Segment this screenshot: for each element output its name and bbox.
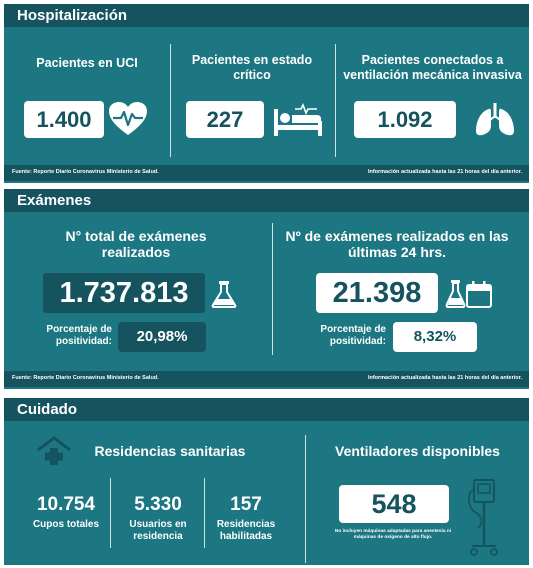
stat-value-usuarios: 5.330 [134,494,182,515]
flask-icon [211,280,237,308]
update-note: Información actualizada hasta las 21 horas del día anterior. [367,375,522,381]
uci-value: 1.400 [24,101,104,138]
examenes-header [4,189,529,212]
house-cross-icon [36,436,72,466]
stat-label-cupos: Cupos totales [32,519,100,530]
source-note: Fuente: Reporte Diario Coronavirus Ministerio de Salud. [12,169,159,175]
cuidado-title: Cuidado [17,401,77,418]
lungs-icon [475,103,515,137]
ventilators-value: 548 [339,485,449,523]
update-note: Información actualizada hasta las 21 horas del día anterior. [367,169,522,175]
ventilator-icon [466,478,500,558]
total-positivity-label: Porcentaje de positividad: [46,324,112,347]
stat-label-residencias: Residencias habilitadas [216,519,276,542]
heart-pulse-icon [108,101,148,137]
hospitalizacion-panel [4,4,529,183]
daily-exams-label: Nº de exámenes realizados en las últimas 24 hrs. [285,228,509,260]
flask-calendar-icon [445,279,493,309]
stat-value-cupos: 10.754 [36,494,96,515]
ventilated-value: 1.092 [354,101,456,138]
cuidado-header [4,398,529,421]
stat-value-residencias: 157 [230,494,262,515]
examenes-title: Exámenes [17,192,92,209]
examenes-footer [4,371,529,387]
daily-positivity-label: Porcentaje de positividad: [320,324,386,347]
ventilators-title: Ventiladores disponibles [335,443,500,459]
divider [272,223,273,355]
critical-label: Pacientes en estado crítico [191,53,313,82]
total-positivity-value: 20,98% [118,322,206,352]
daily-positivity-value: 8,32% [393,322,477,352]
hospitalizacion-title: Hospitalización [17,7,128,24]
total-exams-label: N° total de exámenes realizados [65,228,207,260]
ventilated-label: Pacientes conectados a ventilación mecánica invasiva [343,53,522,82]
uci-label: Pacientes en UCI [36,56,138,70]
residences-title: Residencias sanitarias [94,443,246,459]
ventilators-note: No incluyen máquinas adaptadas para anestesia ni máquinas de oxígeno de alto flujo. [334,529,452,540]
stat-label-usuarios: Usuarios en residencia [129,519,187,542]
divider [170,44,171,157]
examenes-panel [4,189,529,389]
daily-exams-value: 21.398 [316,273,438,313]
hospitalizacion-header [4,4,529,27]
hospitalizacion-footer [4,165,529,181]
critical-value: 227 [186,101,264,138]
total-exams-value: 1.737.813 [43,273,205,313]
hospital-bed-icon [273,103,323,137]
source-note: Fuente: Reporte Diario Coronavirus Ministerio de Salud. [12,375,159,381]
cuidado-panel [4,398,529,565]
